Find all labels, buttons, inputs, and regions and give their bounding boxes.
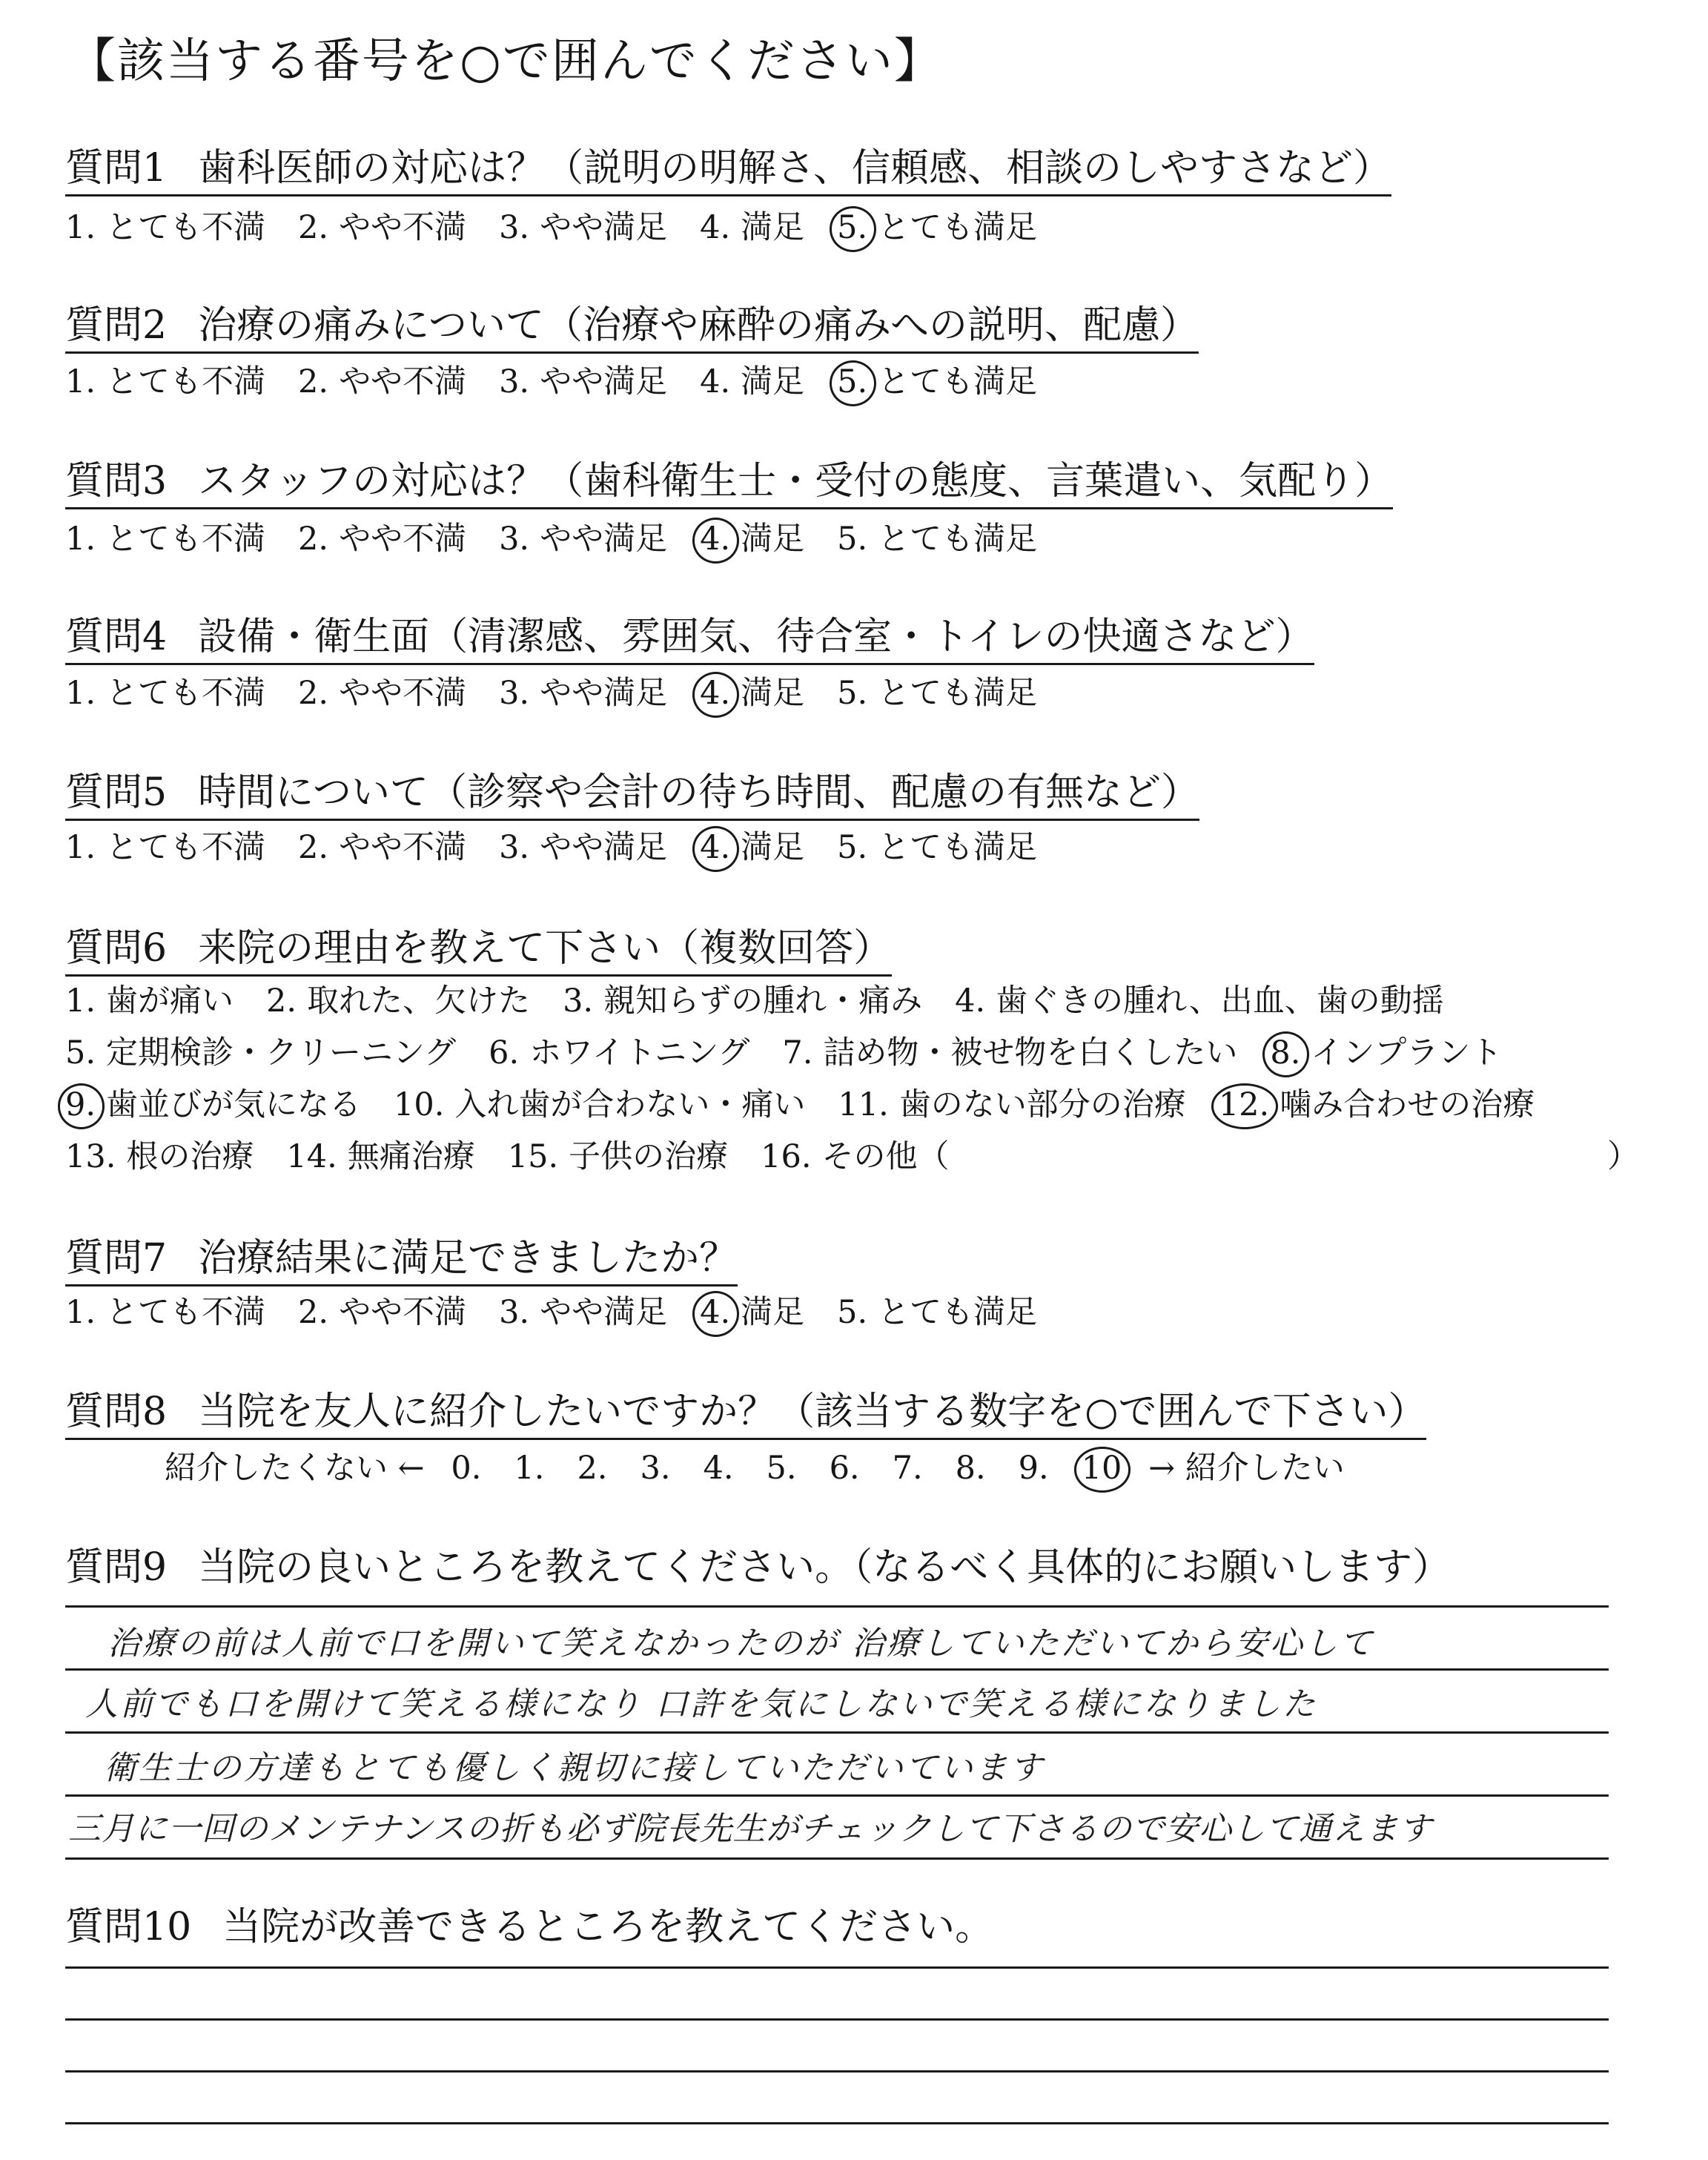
option-label: とても満足 [878, 363, 1038, 400]
option[interactable] [782, 1034, 1237, 1073]
scale-value[interactable]: 1. [514, 1450, 545, 1487]
option-number: 3. [499, 829, 530, 866]
option-number: 1. [65, 209, 96, 246]
answer-rule [65, 1605, 1609, 1608]
option-number: 4. [700, 1294, 731, 1331]
option-number: 11. [838, 1086, 889, 1123]
option[interactable] [65, 675, 265, 713]
option-number: 2. [298, 521, 329, 558]
option[interactable] [761, 1138, 949, 1177]
option[interactable] [298, 363, 466, 402]
form-title: 【該当する番号を○で囲んでください】 [68, 34, 943, 89]
option-number: 1. [65, 829, 96, 866]
option[interactable] [65, 1138, 254, 1177]
question-6-options-row-1 [65, 982, 1477, 1021]
option[interactable] [298, 521, 466, 559]
option-label: とても満足 [878, 675, 1038, 712]
question-7-header [65, 1237, 738, 1287]
option-label: 入れ歯が合わない・痛い [454, 1086, 806, 1123]
handwritten-answer-line: 治療の前は人前で口を開いて笑えなかったのが 治療していただいてから安心して [107, 1625, 1374, 1662]
question-text: スタッフの対応は？（歯科衛生士・受付の態度、言葉遣い、気配り） [198, 459, 1394, 503]
option[interactable] [65, 1294, 265, 1332]
option-number: 5. [837, 1294, 868, 1331]
question-6-options-row-2 [65, 1034, 1535, 1073]
option-label: とても満足 [878, 829, 1038, 866]
option-label: とても満足 [878, 209, 1038, 246]
option-number: 9. [65, 1086, 96, 1123]
question-label: 質問4 [65, 615, 168, 659]
option-number: 5. [837, 829, 868, 866]
question-5-header [65, 771, 1199, 821]
scale-right-label: → 紹介したい [1148, 1450, 1345, 1487]
question-text: 時間について（診察や会計の待ち時間、配慮の有無など） [198, 770, 1200, 815]
option-label: やや満足 [540, 1294, 668, 1331]
question-text: 当院が改善できるところを教えてください。 [222, 1905, 994, 1949]
option[interactable] [499, 363, 667, 402]
option-number: 3. [499, 521, 530, 558]
option-label: とても不満 [106, 1294, 266, 1331]
option-number: 5. [837, 675, 868, 712]
option-number: 13. [65, 1138, 116, 1175]
question-label: 質問5 [65, 770, 168, 815]
question-1-header [65, 147, 1391, 196]
question-label: 質問9 [65, 1545, 168, 1590]
option[interactable] [499, 209, 667, 248]
option[interactable] [955, 982, 1444, 1021]
question-label: 質問8 [65, 1390, 168, 1434]
question-3-options [65, 521, 1070, 559]
scale-value[interactable]: 7. [892, 1450, 923, 1487]
option[interactable] [837, 521, 1037, 559]
option-number: 5. [837, 363, 868, 400]
question-label: 質問1 [65, 146, 168, 191]
scale-value[interactable]: 2. [577, 1450, 608, 1487]
circled-option[interactable] [700, 1294, 804, 1332]
handwritten-answer-line: 人前でも口を開けて笑える様になり 口許を気にしないで笑える様になりました [85, 1685, 1317, 1723]
option-label: やや不満 [339, 209, 467, 246]
option-label: やや不満 [339, 363, 467, 400]
option-label: 歯ぐきの腫れ、出血、歯の動揺 [996, 982, 1444, 1020]
option[interactable] [298, 675, 466, 713]
scale-value[interactable]: 5. [766, 1450, 797, 1487]
option-label: とても不満 [106, 209, 266, 246]
option-number: 4. [700, 829, 731, 866]
option[interactable] [838, 1086, 1185, 1125]
option-label: とても不満 [106, 675, 266, 712]
option-label: 満足 [741, 675, 805, 712]
option-label: やや満足 [540, 209, 668, 246]
option-label: やや満足 [540, 675, 668, 712]
option-label: とても不満 [106, 521, 266, 558]
option-number: 3. [563, 982, 594, 1020]
answer-rule [65, 2018, 1609, 2021]
question-2-header [65, 304, 1199, 354]
circled-scale-value[interactable]: 10 [1081, 1450, 1122, 1487]
scale-value[interactable]: 9. [1018, 1450, 1049, 1487]
option[interactable] [65, 521, 265, 559]
question-text: 来院の理由を教えて下さい（複数回答） [198, 926, 893, 971]
option-label: 満足 [741, 1294, 805, 1331]
other-close-paren: ） [1607, 1138, 1639, 1175]
question-text: 治療の痛みについて（治療や麻酔の痛みへの説明、配慮） [198, 303, 1199, 348]
scale-left-label: 紹介したくない ← [165, 1450, 425, 1487]
question-6-header [65, 927, 892, 977]
question-text: 治療結果に満足できましたか？ [198, 1236, 738, 1281]
option-label: 満足 [741, 521, 805, 558]
question-label: 質問7 [65, 1236, 168, 1281]
option-number: 12. [1218, 1086, 1270, 1123]
option-number: 6. [489, 1034, 520, 1071]
recommend-scale [165, 1450, 1345, 1488]
option[interactable] [700, 363, 804, 402]
option-number: 1. [65, 363, 96, 400]
circled-option[interactable] [700, 829, 804, 868]
option[interactable] [489, 1034, 749, 1073]
option[interactable] [298, 829, 466, 868]
circled-option[interactable] [837, 363, 1037, 402]
option[interactable] [298, 1294, 466, 1332]
option-label: 無痛治療 [347, 1138, 475, 1175]
circled-option[interactable] [700, 521, 804, 559]
option-number: 2. [266, 982, 297, 1020]
option[interactable] [700, 209, 804, 248]
question-4-options [65, 675, 1070, 713]
option-number: 2. [298, 363, 329, 400]
answer-rule [65, 1966, 1609, 1969]
option-label: 満足 [741, 363, 805, 400]
option-number: 16. [761, 1138, 812, 1175]
scale-value[interactable]: 6. [829, 1450, 860, 1487]
question-8-header [65, 1390, 1426, 1440]
option-number: 5. [837, 209, 868, 246]
option-label: インプラント [1311, 1034, 1503, 1071]
option-label: 定期検診・クリーニング [106, 1034, 457, 1071]
option-label: その他（ [821, 1138, 950, 1175]
option[interactable] [65, 982, 234, 1021]
option-number: 3. [499, 675, 530, 712]
circled-option[interactable] [1219, 1086, 1535, 1125]
option[interactable] [65, 1034, 456, 1073]
option-number: 2. [298, 209, 329, 246]
option[interactable] [286, 1138, 474, 1177]
option[interactable] [65, 829, 265, 868]
option[interactable] [499, 675, 667, 713]
option-number: 15. [507, 1138, 559, 1175]
scale-value[interactable]: 3. [640, 1450, 671, 1487]
option-number: 4. [700, 675, 731, 712]
question-label: 質問3 [65, 459, 168, 503]
option-number: 5. [65, 1034, 96, 1071]
circled-option[interactable] [837, 209, 1037, 248]
option-number: 1. [65, 1294, 96, 1331]
option-label: やや不満 [339, 521, 467, 558]
option[interactable] [499, 521, 667, 559]
option-number: 2. [298, 829, 329, 866]
question-text: 歯科医師の対応は？（説明の明解さ、信頼感、相談のしやすさなど） [198, 146, 1392, 191]
option[interactable] [499, 1294, 667, 1332]
question-10-header [65, 1906, 993, 1950]
option-number: 14. [286, 1138, 337, 1175]
question-label: 質問10 [65, 1905, 192, 1949]
answer-rule [65, 1857, 1609, 1860]
option-label: 詰め物・被せ物を白くしたい [823, 1034, 1238, 1071]
option-label: やや満足 [540, 363, 668, 400]
option-label: とても不満 [106, 363, 266, 400]
answer-rule [65, 2070, 1609, 2073]
option-number: 2. [298, 1294, 329, 1331]
question-5-options [65, 829, 1070, 868]
option-label: 満足 [741, 829, 805, 866]
answer-rule [65, 1794, 1609, 1797]
circled-option[interactable] [700, 675, 804, 713]
option[interactable] [298, 209, 466, 248]
scale-value[interactable]: 4. [703, 1450, 734, 1487]
question-2-options [65, 363, 1070, 402]
circled-option[interactable] [1270, 1034, 1502, 1073]
option-number: 8. [1270, 1034, 1301, 1071]
scale-values [434, 1450, 1138, 1487]
question-label: 質問2 [65, 303, 168, 348]
option[interactable] [563, 982, 922, 1021]
option-number: 10. [394, 1086, 445, 1123]
option-number: 2. [298, 675, 329, 712]
handwritten-answer-line: 三月に一回のメンテナンスの折も必ず院長先生がチェックして下さるので安心して通えます [68, 1810, 1433, 1848]
option-label: やや満足 [540, 521, 668, 558]
option-label: 子供の治療 [569, 1138, 729, 1175]
option-number: 5. [837, 521, 868, 558]
option-label: やや満足 [540, 829, 668, 866]
option-label: とても不満 [106, 829, 266, 866]
question-text: 当院を友人に紹介したいですか？（該当する数字を○で囲んで下さい） [198, 1390, 1427, 1434]
answer-rule [65, 1731, 1609, 1734]
option-label: やや不満 [339, 1294, 467, 1331]
option[interactable] [65, 363, 265, 402]
scale-value[interactable]: 0. [451, 1450, 482, 1487]
option-label: とても満足 [878, 1294, 1038, 1331]
option-number: 3. [499, 363, 530, 400]
question-text: 設備・衛生面（清潔感、雰囲気、待合室・トイレの快適さなど） [198, 615, 1314, 659]
option-label: 歯並びが気になる [106, 1086, 362, 1123]
option[interactable] [837, 1294, 1037, 1332]
option-number: 4. [700, 363, 731, 400]
question-7-options [65, 1294, 1070, 1332]
option[interactable] [65, 209, 265, 248]
question-1-options [65, 209, 1070, 248]
circled-option[interactable] [65, 1086, 361, 1125]
option-number: 4. [955, 982, 986, 1020]
option-label: 歯が痛い [106, 982, 234, 1020]
answer-rule [65, 2122, 1609, 2124]
option-number: 7. [782, 1034, 813, 1071]
option-label: 歯のない部分の治療 [898, 1086, 1186, 1123]
option-label: やや不満 [339, 675, 467, 712]
option-label: 根の治療 [126, 1138, 254, 1175]
option-label: 満足 [741, 209, 805, 246]
option[interactable] [508, 1138, 728, 1177]
question-text: 当院の良いところを教えてください。（なるべく具体的にお願いします） [198, 1545, 1452, 1590]
scale-value[interactable]: 8. [955, 1450, 986, 1487]
option-label: やや不満 [339, 829, 467, 866]
option-number: 1. [65, 675, 96, 712]
question-3-header [65, 460, 1393, 509]
option[interactable] [266, 982, 530, 1021]
question-4-header [65, 615, 1314, 665]
option-number: 1. [65, 982, 96, 1020]
option[interactable] [837, 829, 1037, 868]
handwritten-answer-line: 衛生士の方達もとても優しく親切に接していただいています [104, 1749, 1045, 1787]
option-label: 取れた、欠けた [307, 982, 531, 1020]
option-number: 1. [65, 521, 96, 558]
option-number: 4. [700, 521, 731, 558]
question-label: 質問6 [65, 926, 168, 971]
answer-rule [65, 1668, 1609, 1671]
question-9-header [65, 1546, 1451, 1591]
option[interactable] [837, 675, 1037, 713]
option-number: 3. [499, 209, 530, 246]
question-6-options-row-3 [65, 1086, 1567, 1125]
option-label: 親知らずの腫れ・痛み [603, 982, 923, 1020]
question-6-options-row-4 [65, 1138, 982, 1177]
option-label: ホワイトニング [529, 1034, 750, 1071]
option-label: とても満足 [878, 521, 1038, 558]
option[interactable] [394, 1086, 805, 1125]
option[interactable] [499, 829, 667, 868]
option-number: 3. [499, 1294, 530, 1331]
option-number: 4. [700, 209, 731, 246]
option-label: 噛み合わせの治療 [1280, 1086, 1535, 1123]
